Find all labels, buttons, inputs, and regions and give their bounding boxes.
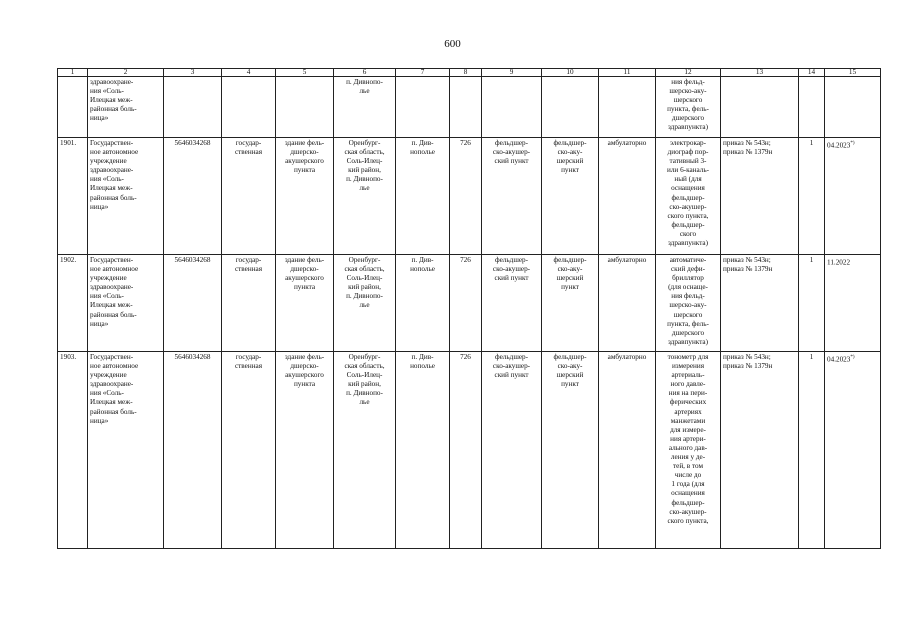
cell-line: ния на пери- (668, 389, 708, 398)
header-row (58, 69, 881, 77)
order-cell (721, 352, 799, 549)
inn-cell: 5646034268 (164, 138, 222, 255)
header-cell: 7 (396, 69, 450, 77)
equipment-cell (656, 138, 721, 255)
cell-line: ния «Соль- (90, 87, 124, 96)
quantity-cell: 1 (799, 352, 825, 549)
cell-line: районная боль- (90, 310, 137, 319)
unit-name-cell (542, 138, 599, 255)
continuation-address-cell (334, 77, 396, 138)
cell-line: пункта, фель- (667, 319, 709, 328)
unit-name-cell (542, 255, 599, 352)
cell-line: пункт (561, 166, 579, 175)
cell-line: государ- (235, 256, 262, 264)
cell-line: Оренбург- (348, 353, 381, 361)
cell-line: фельдшер- (671, 498, 705, 507)
ownership-cell (222, 255, 276, 352)
table-row (58, 138, 881, 255)
date-value: 11.2022 (827, 258, 851, 267)
care-type-cell: амбулаторно (599, 138, 656, 255)
header-cell: 9 (482, 69, 542, 77)
cell-line: тативный 3- (669, 157, 707, 166)
cell-line: диограф пор- (667, 148, 709, 157)
cell-line: лье (359, 87, 370, 96)
settlement-cell (396, 352, 450, 549)
cell-line: ления у де- (670, 453, 706, 462)
table-row (58, 352, 881, 549)
cell-line: шерско-аку- (669, 301, 707, 310)
continuation-row (58, 77, 881, 138)
cell-line: п. Див- (411, 256, 434, 264)
cell-line: автоматиче- (669, 256, 707, 264)
cell-line: (для оснаще- (668, 283, 708, 292)
cell-line: фельдшер- (671, 193, 705, 202)
cell-line: фельдшер- (553, 353, 587, 361)
cell-line: приказ № 1379н (723, 148, 773, 157)
page-number: 600 (444, 38, 461, 50)
order-cell (721, 255, 799, 352)
date-cell (825, 255, 881, 352)
cell-line: шерско-аку- (669, 87, 707, 96)
header-cell: 4 (222, 69, 276, 77)
continuation-org-cell (88, 77, 164, 138)
address-cell (334, 138, 396, 255)
cell-line: здание фель- (284, 139, 325, 147)
cell-line: артериаль- (671, 371, 705, 380)
address-cell (334, 352, 396, 549)
header-cell: 15 (825, 69, 881, 77)
cell-line: дшерско- (290, 362, 319, 371)
cell-line: пункт (561, 380, 579, 389)
cell-line: государ- (235, 353, 262, 361)
header-cell: 2 (88, 69, 164, 77)
cell-line: приказ № 543н; (723, 256, 771, 264)
ownership-cell (222, 352, 276, 549)
cell-line: ния «Соль- (90, 175, 124, 184)
header-cell: 3 (164, 69, 222, 77)
cell-line: ско-акушер- (669, 202, 707, 211)
cell-line: акушерского (285, 274, 324, 283)
cell-line: здание фель- (284, 353, 325, 361)
cell-line: пункта (293, 283, 316, 292)
cell-line: шерский (556, 371, 584, 380)
cell-line: фельдшер- (553, 139, 587, 147)
cell-line: нополье (410, 265, 435, 274)
equipment-table (57, 68, 881, 549)
cell-line: ственная (234, 362, 263, 371)
cell-line: Оренбург- (348, 139, 381, 147)
cell-line: шерского (673, 96, 703, 105)
cell-line: ное автономное (90, 362, 139, 371)
cell-line: манжетами (670, 416, 706, 425)
code-cell: 726 (450, 352, 482, 549)
date-value: 04.2023 (827, 141, 851, 150)
cell-line: шерского (673, 310, 703, 319)
date-value: 04.2023 (827, 355, 851, 364)
cell-line: 1 года (для (671, 480, 705, 489)
cell-line: ско-аку- (557, 362, 583, 371)
quantity-cell: 1 (799, 138, 825, 255)
cell-line: Соль-Илец- (346, 371, 383, 380)
cell-line: пункта (293, 166, 316, 175)
building-cell (276, 255, 334, 352)
order-cell (721, 138, 799, 255)
equipment-cell (656, 352, 721, 549)
cell-line: ско-акушер- (492, 265, 531, 274)
cell-line: акушерского (285, 157, 324, 166)
cell-line: ния «Соль- (90, 389, 124, 398)
cell-line: ственная (234, 148, 263, 157)
cell-line: ния «Соль- (90, 292, 124, 301)
cell-line: фельдшер- (671, 220, 705, 229)
cell-line: п. Дивнопо- (346, 389, 383, 398)
cell-line: пункта, фель- (667, 105, 709, 114)
cell-line: нополье (410, 362, 435, 371)
cell-line: фельдшер- (553, 256, 587, 264)
cell-line: ский дефи- (670, 265, 705, 274)
cell-line: здравпункта) (667, 239, 709, 248)
cell-line: ский пункт (494, 157, 529, 166)
cell-line: для измере- (670, 425, 706, 434)
cell-line: здравпункта) (667, 123, 709, 132)
cell-line: приказ № 543н; (723, 139, 771, 147)
cell-line: приказ № 1379н (723, 265, 773, 274)
cell-line: ский пункт (494, 274, 529, 283)
date-cell (825, 352, 881, 549)
cell-line: шерский (556, 157, 584, 166)
inn-cell: 5646034268 (164, 352, 222, 549)
unit-type-cell (482, 352, 542, 549)
cell-line: акушерского (285, 371, 324, 380)
cell-line: Илецкая меж- (90, 301, 133, 310)
address-cell (334, 255, 396, 352)
cell-line: ница» (90, 416, 109, 425)
cell-line: ский пункт (494, 371, 529, 380)
cell-line: ния фельд- (671, 78, 705, 86)
header-cell: 12 (656, 69, 721, 77)
cell-line: ния фельд- (671, 292, 705, 301)
cell-line: кий район, (348, 380, 381, 389)
cell-line: Государствен- (90, 353, 134, 361)
header-cell: 8 (450, 69, 482, 77)
code-cell: 726 (450, 138, 482, 255)
header-cell: 13 (721, 69, 799, 77)
cell-line: артериях (674, 407, 702, 416)
cell-line: числе до (674, 471, 702, 480)
equipment-cell (656, 255, 721, 352)
footnote-mark: *) (850, 141, 855, 146)
quantity-cell: 1 (799, 255, 825, 352)
building-cell (276, 138, 334, 255)
organization-cell (88, 138, 164, 255)
cell-line: ального дав- (668, 443, 708, 452)
cell-line: п. Дивнопо- (346, 78, 383, 86)
settlement-cell (396, 255, 450, 352)
cell-line: пункт (561, 283, 579, 292)
cell-line: ница» (90, 114, 109, 123)
row-number-cell: 1903. (58, 352, 88, 549)
cell-line: шерский (556, 274, 584, 283)
cell-line: ская область, (344, 148, 385, 157)
cell-line: дшерско- (290, 148, 319, 157)
care-type-cell: амбулаторно (599, 352, 656, 549)
cell-line: ное автономное (90, 148, 139, 157)
cell-line: тей, в том (672, 462, 703, 471)
building-cell (276, 352, 334, 549)
continuation-equipment-cell (656, 77, 721, 138)
cell-line: кий район, (348, 166, 381, 175)
cell-line: ферических (669, 398, 707, 407)
cell-line: учреждение (90, 157, 127, 166)
cell-line: нополье (410, 148, 435, 157)
code-cell: 726 (450, 255, 482, 352)
cell-line: учреждение (90, 371, 127, 380)
cell-line: фельдшер- (494, 139, 529, 147)
cell-line: оснащения (671, 489, 705, 498)
cell-line: оснащения (671, 184, 705, 193)
cell-line: ное автономное (90, 265, 139, 274)
cell-line: ного давле- (670, 380, 706, 389)
row-number-cell: 1902. (58, 255, 88, 352)
cell-line: ского пункта, (667, 516, 709, 525)
cell-line: здравоохране- (90, 78, 134, 86)
cell-line: Государствен- (90, 256, 134, 264)
cell-line: приказ № 543н; (723, 353, 771, 361)
cell-line: ница» (90, 319, 109, 328)
cell-line: п. Див- (411, 353, 434, 361)
cell-line: п. Дивнопо- (346, 175, 383, 184)
header-cell: 14 (799, 69, 825, 77)
cell-line: Государствен- (90, 139, 134, 147)
cell-line: здание фель- (284, 256, 325, 264)
cell-line: ско-акушер- (669, 507, 707, 516)
cell-line: ско-акушер- (492, 362, 531, 371)
cell-line: кий район, (348, 283, 381, 292)
organization-cell (88, 352, 164, 549)
cell-line: ская область, (344, 362, 385, 371)
cell-line: здравоохране- (90, 283, 134, 292)
cell-line: пункта (293, 380, 316, 389)
cell-line: лье (359, 301, 370, 310)
settlement-cell (396, 138, 450, 255)
date-cell (825, 138, 881, 255)
cell-line: электрокар- (669, 139, 707, 147)
table-row (58, 255, 881, 352)
header-cell: 6 (334, 69, 396, 77)
header-cell: 11 (599, 69, 656, 77)
cell-line: ского (679, 229, 697, 238)
cell-line: ско-аку- (557, 148, 583, 157)
header-cell: 1 (58, 69, 88, 77)
cell-line: районная боль- (90, 193, 137, 202)
unit-type-cell (482, 255, 542, 352)
cell-line: п. Дивнопо- (346, 292, 383, 301)
header-cell: 5 (276, 69, 334, 77)
cell-line: дшерского (671, 114, 705, 123)
care-type-cell: амбулаторно (599, 255, 656, 352)
cell-line: ско-акушер- (492, 148, 531, 157)
row-number-cell: 1901. (58, 138, 88, 255)
cell-line: дшерско- (290, 265, 319, 274)
cell-line: районная боль- (90, 407, 137, 416)
cell-line: лье (359, 398, 370, 407)
cell-line: Соль-Илец- (346, 157, 383, 166)
footnote-mark: *) (850, 355, 855, 360)
cell-line: фельдшер- (494, 256, 529, 264)
cell-line: Илецкая меж- (90, 184, 133, 193)
cell-line: ского пункта, (667, 211, 709, 220)
cell-line: ный (для (674, 175, 702, 184)
cell-line: приказ № 1379н (723, 362, 773, 371)
unit-name-cell (542, 352, 599, 549)
cell-line: дшерского (671, 328, 705, 337)
cell-line: п. Див- (411, 139, 434, 147)
cell-line: Соль-Илец- (346, 274, 383, 283)
unit-type-cell (482, 138, 542, 255)
cell-line: здравоохране- (90, 166, 134, 175)
cell-line: бриллятор (672, 274, 704, 283)
organization-cell (88, 255, 164, 352)
cell-line: ственная (234, 265, 263, 274)
header-cell: 10 (542, 69, 599, 77)
cell-line: государ- (235, 139, 262, 147)
cell-line: здравоохране- (90, 380, 134, 389)
cell-line: ско-аку- (557, 265, 583, 274)
cell-line: тонометр для (667, 353, 709, 361)
cell-line: учреждение (90, 274, 127, 283)
cell-line: фельдшер- (494, 353, 529, 361)
cell-line: Илецкая меж- (90, 398, 133, 407)
cell-line: или 6-каналь- (667, 166, 709, 175)
inn-cell: 5646034268 (164, 255, 222, 352)
cell-line: измерения (671, 362, 705, 371)
cell-line: здравпункта) (667, 337, 709, 346)
cell-line: районная боль- (90, 105, 137, 114)
cell-line: Оренбург- (348, 256, 381, 264)
cell-line: ния артери- (670, 434, 706, 443)
cell-line: Илецкая меж- (90, 96, 133, 105)
ownership-cell (222, 138, 276, 255)
cell-line: ница» (90, 202, 109, 211)
cell-line: лье (359, 184, 370, 193)
cell-line: ская область, (344, 265, 385, 274)
